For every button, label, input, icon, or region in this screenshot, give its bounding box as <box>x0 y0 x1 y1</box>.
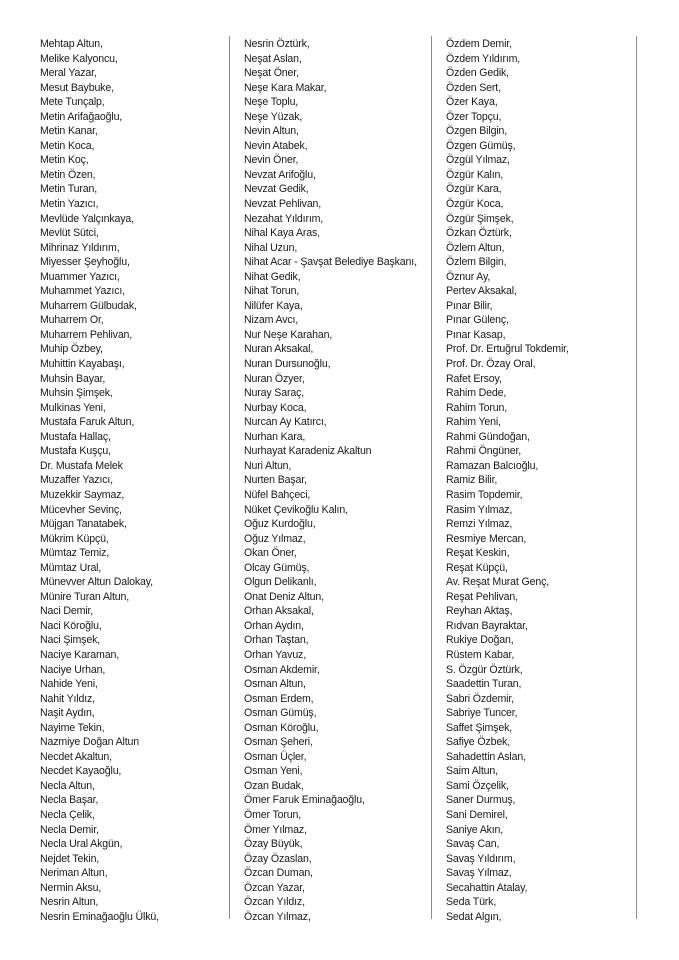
name-list-item: Metin Arifağaoğlu, <box>40 110 123 123</box>
name-list-item: Muharrem Gülbudak, <box>40 299 137 312</box>
name-list-item: Saner Durmuş, <box>446 794 516 807</box>
name-list-item: Reşat Pehlivan, <box>446 590 518 603</box>
name-list-item: Ömer Yılmaz, <box>244 823 307 836</box>
name-list-item: Rıdvan Bayraktar, <box>446 619 528 632</box>
name-list-item: Rasim Yılmaz, <box>446 503 513 516</box>
name-list-item: Mücevher Sevinç, <box>40 503 122 516</box>
name-list-item: Metin Kanar, <box>40 125 98 138</box>
name-list-item: Mete Tunçalp, <box>40 96 105 109</box>
name-list-item: Muhittin Kayabaşı, <box>40 358 125 371</box>
name-list-item: Ömer Faruk Eminağaoğlu, <box>244 794 365 807</box>
name-list-item: Nizam Avcı, <box>244 314 299 327</box>
name-list-item: Neşe Yüzak, <box>244 110 303 123</box>
name-list-item: Safiye Özbek, <box>446 736 510 749</box>
name-list-item: Rahim Dede, <box>446 387 507 400</box>
name-list-item: Mihrinaz Yıldırım, <box>40 241 120 254</box>
name-list-item: Olcay Gümüş, <box>244 561 310 574</box>
name-list-item: Özdem Yıldırım, <box>446 52 521 65</box>
name-list-item: Nurcan Ay Katırcı, <box>244 416 327 429</box>
name-list-item: Prof. Dr. Ertuğrul Tokdemir, <box>446 343 569 356</box>
name-list-item: Naci Şimşek, <box>40 634 101 647</box>
name-list-item: Özdem Demir, <box>446 38 512 50</box>
name-list-item: Özlem Bilgin, <box>446 256 507 269</box>
name-list-item: Özgür Koca, <box>446 198 504 211</box>
name-list-item: Mevlüt Sütci, <box>40 227 99 240</box>
name-list-item: Özay Büyük, <box>244 838 303 851</box>
name-list-item: Özgen Gümüş, <box>446 139 516 152</box>
name-list-item: Saadettin Turan, <box>446 678 522 691</box>
name-list-item: Mesut Baybuke, <box>40 81 114 94</box>
name-list-item: Dr. Mustafa Melek <box>40 459 123 472</box>
name-list-item: Metin Özen, <box>40 168 96 181</box>
name-list-item: Neşe Toplu, <box>244 96 299 109</box>
name-list-item: Ömer Torun, <box>244 808 302 821</box>
name-list-item: Osman Şeheri, <box>244 736 313 749</box>
name-list-item: Rahmi Öngüner, <box>446 445 522 458</box>
name-list-item: Özgür Kalın, <box>446 168 504 181</box>
name-list-item: Nevin Altun, <box>244 125 299 138</box>
name-list-item: Özcan Duman, <box>244 867 313 880</box>
name-list-item: Nihat Torun, <box>244 285 300 298</box>
name-list-item: Naşit Aydın, <box>40 707 95 720</box>
name-list-item: Melike Kalyoncu, <box>40 52 118 65</box>
name-list-item: Osman Yeni, <box>244 765 303 778</box>
column-divider <box>431 36 432 919</box>
name-list-item: Naciye Urhan, <box>40 663 106 676</box>
name-list-item: Nurbay Koca, <box>244 401 307 414</box>
name-list-item: Osman Üçler, <box>244 750 307 763</box>
name-list-item: Özay Özaslan, <box>244 852 312 865</box>
name-list-item: Remzi Yılmaz, <box>446 518 513 531</box>
name-list-item: Metin Koç, <box>40 154 89 167</box>
name-list-item: Sedat Algın, <box>446 910 502 923</box>
name-list-item: Muzaffer Yazıcı, <box>40 474 113 487</box>
name-list-item: Sami Özçelik, <box>446 779 509 792</box>
name-list-item: Necdet Kayaoğlu, <box>40 765 122 778</box>
name-list-item: Neşat Öner, <box>244 67 299 80</box>
name-list-item: Özden Sert, <box>446 81 501 94</box>
name-list-item: Saffet Şimşek, <box>446 721 513 734</box>
name-list-item: Metin Turan, <box>40 183 98 196</box>
name-list-item: Seda Türk, <box>446 896 497 909</box>
name-list-item: Nuray Saraç, <box>244 387 305 400</box>
name-list-item: Mustafa Hallaç, <box>40 430 111 443</box>
name-list-item: Ramazan Balcıoğlu, <box>446 459 539 472</box>
name-list-item: Rasim Topdemir, <box>446 488 523 501</box>
name-list-item: Miyesser Şeyhoğlu, <box>40 256 130 269</box>
name-list-item: Osman Erdem, <box>244 692 314 705</box>
name-list-item: Nüket Çevikoğlu Kalın, <box>244 503 348 516</box>
name-list-item: Oğuz Yılmaz, <box>244 532 306 545</box>
name-list-item: Rahim Yeni, <box>446 416 501 429</box>
name-list-item: Nur Neşe Karahan, <box>244 328 333 341</box>
name-list-item: Özgen Bilgin, <box>446 125 508 138</box>
name-list-item: Necla Altun, <box>40 779 95 792</box>
name-list-item: Osman Gümüş, <box>244 707 317 720</box>
name-list-item: Rahim Torun, <box>446 401 508 414</box>
name-list-item: Metin Koca, <box>40 139 95 152</box>
name-list-item: Nihat Gedik, <box>244 270 301 283</box>
name-list-item: Nejdet Tekin, <box>40 852 100 865</box>
name-list-item: Muharrem Pehlivan, <box>40 328 133 341</box>
name-list-item: Nurhayat Karadeniz Akaltun <box>244 445 372 458</box>
name-list-item: Neşat Aslan, <box>244 52 302 65</box>
name-list-item: Av. Reşat Murat Genç, <box>446 576 550 589</box>
name-list-item: Özden Gedik, <box>446 67 509 80</box>
name-list-item: Pınar Kasap, <box>446 328 506 341</box>
name-list-item: Özcan Yazar, <box>244 881 305 894</box>
name-list-item: Metin Yazıcı, <box>40 198 99 211</box>
name-list-item: Naciye Karaman, <box>40 648 120 661</box>
name-list-item: Pınar Gülenç, <box>446 314 509 327</box>
name-list-item: Nihal Kaya Aras, <box>244 227 320 240</box>
name-list-item: Reyhan Aktaş, <box>446 605 513 618</box>
name-list-item: Sahadettin Aslan, <box>446 750 526 763</box>
name-list-item: Okan Öner, <box>244 547 297 560</box>
name-list-item: Sabri Özdemir, <box>446 692 514 705</box>
name-list-item: Münire Turan Altun, <box>40 590 130 603</box>
name-list-item: Ozan Budak, <box>244 779 304 792</box>
name-list-item: Mevlüde Yalçınkaya, <box>40 212 134 225</box>
name-list-item: Orhan Taştan, <box>244 634 309 647</box>
name-list-item: Müjgan Tanatabek, <box>40 518 127 531</box>
name-list-item: Öznur Ay, <box>446 270 491 283</box>
name-list-item: Ramiz Bilir, <box>446 474 498 487</box>
name-list-item: Olgun Delikanlı, <box>244 576 317 589</box>
name-list-item: Özgür Şimşek, <box>446 212 514 225</box>
name-list-item: Nurten Başar, <box>244 474 307 487</box>
name-list-item: Nurhan Kara, <box>244 430 306 443</box>
name-list-item: Nuran Aksakal, <box>244 343 314 356</box>
name-list-item: Özcan Yıldız, <box>244 896 305 909</box>
name-list-item: Nesrin Altun, <box>40 896 99 909</box>
name-list-item: Rüstem Kabar, <box>446 648 515 661</box>
name-list-item: Necla Ural Akgün, <box>40 838 123 851</box>
name-list-item: Muhip Özbey, <box>40 343 103 356</box>
name-list-item: Nuran Dursunoğlu, <box>244 358 331 371</box>
name-list-item: Rafet Ersoy, <box>446 372 502 385</box>
name-list-item: Nevin Öner, <box>244 154 299 167</box>
name-list-item: Nazmiye Doğan Altun <box>40 736 140 749</box>
name-list-item: Muhsin Şimşek, <box>40 387 113 400</box>
name-list-item: Mustafa Faruk Altun, <box>40 416 135 429</box>
name-list-item: Nahit Yıldız, <box>40 692 95 705</box>
name-list-item: Osman Altun, <box>244 678 306 691</box>
name-list-item: Orhan Yavuz, <box>244 648 306 661</box>
name-list-item: Muhammet Yazıcı, <box>40 285 125 298</box>
name-list-item: Muharrem Or, <box>40 314 104 327</box>
name-list-item: Osman Akdemir, <box>244 663 320 676</box>
name-list-item: Saim Altun, <box>446 765 498 778</box>
name-list-item: Sabriye Tuncer, <box>446 707 518 720</box>
name-list-item: Necdet Akaltun, <box>40 750 112 763</box>
name-list-item: Özkan Öztürk, <box>446 227 512 240</box>
name-column-2 <box>244 37 429 924</box>
name-list-item: Neşe Kara Makar, <box>244 81 327 94</box>
name-list-item: Resmiye Mercan, <box>446 532 527 545</box>
name-list-item: Mulkinas Yeni, <box>40 401 106 414</box>
name-list-item: Nesrin Öztürk, <box>244 38 310 50</box>
name-list-item: Orhan Aydın, <box>244 619 304 632</box>
name-list-item: Orhan Aksakal, <box>244 605 314 618</box>
name-list-item: Nevin Atabek, <box>244 139 308 152</box>
name-list-item: Reşat Keskin, <box>446 547 510 560</box>
name-list-item: Osman Köroğlu, <box>244 721 319 734</box>
name-list-item: Savaş Can, <box>446 838 500 851</box>
name-list-item: Nüfel Bahçeci, <box>244 488 311 501</box>
name-list-item: Secahattin Atalay, <box>446 881 528 894</box>
name-list-item: Nayime Tekin, <box>40 721 105 734</box>
name-list-item: Necla Başar, <box>40 794 99 807</box>
name-list-item: Nilüfer Kaya, <box>244 299 303 312</box>
name-column-1 <box>40 37 220 924</box>
name-list-item: Naci Köroğlu, <box>40 619 102 632</box>
name-list-item: Nesrin Eminağaoğlu Ülkü, <box>40 910 159 923</box>
name-list-item: Özgür Kara, <box>446 183 502 196</box>
name-list-item: Neriman Altun, <box>40 867 108 880</box>
name-list-item: S. Özgür Öztürk, <box>446 663 523 676</box>
name-list-item: Saniye Akın, <box>446 823 504 836</box>
name-list-item: Nevzat Pehlivan, <box>244 198 322 211</box>
name-list-item: Münevver Altun Dalokay, <box>40 576 153 589</box>
name-list-item: Özlem Altun, <box>446 241 505 254</box>
name-list-item: Mümtaz Ural, <box>40 561 102 574</box>
name-list-item: Özer Kaya, <box>446 96 498 109</box>
name-list-item: Nezahat Yıldırım, <box>244 212 324 225</box>
column-divider <box>636 36 637 919</box>
name-list-item: Reşat Küpçü, <box>446 561 508 574</box>
name-list-item: Muzekkir Saymaz, <box>40 488 125 501</box>
name-list-item: Nihal Uzun, <box>244 241 298 254</box>
name-list-item: Rukiye Doğan, <box>446 634 514 647</box>
name-list-item: Necla Demir, <box>40 823 99 836</box>
name-list-item: Mümtaz Temiz, <box>40 547 110 560</box>
name-list-item: Oğuz Kurdoğlu, <box>244 518 316 531</box>
name-list-item: Rahmi Gündoğan, <box>446 430 530 443</box>
column-divider <box>229 36 230 919</box>
name-list-item: Prof. Dr. Özay Oral, <box>446 358 536 371</box>
name-list-item: Özgül Yılmaz, <box>446 154 510 167</box>
name-list-item: Nevzat Arifoğlu, <box>244 168 316 181</box>
name-list-item: Nuri Altun, <box>244 459 292 472</box>
name-list-item: Necla Çelik, <box>40 808 95 821</box>
name-list-item: Savaş Yıldırım, <box>446 852 516 865</box>
name-list-item: Özer Topçu, <box>446 110 502 123</box>
name-list-item: Nahide Yeni, <box>40 678 98 691</box>
name-list-item: Mehtap Altun, <box>40 38 103 50</box>
name-list-item: Muammer Yazıcı, <box>40 270 120 283</box>
name-list-item: Nihat Acar - Şavşat Belediye Başkanı, <box>244 256 417 269</box>
name-list-item: Naci Demir, <box>40 605 94 618</box>
name-list-item: Sani Demirel, <box>446 808 508 821</box>
name-column-3 <box>446 37 636 924</box>
name-list-item: Nuran Özyer, <box>244 372 305 385</box>
name-list-item: Savaş Yılmaz, <box>446 867 512 880</box>
name-list-item: Özcan Yılmaz, <box>244 910 311 923</box>
name-list-item: Nermin Aksu, <box>40 881 102 894</box>
name-list-item: Mükrim Küpçü, <box>40 532 109 545</box>
name-list-item: Meral Yazar, <box>40 67 97 80</box>
name-list-item: Nevzat Gedik, <box>244 183 309 196</box>
name-list-item: Muhsin Bayar, <box>40 372 106 385</box>
name-list-item: Mustafa Kuşçu, <box>40 445 111 458</box>
name-list-item: Onat Deniz Altun, <box>244 590 324 603</box>
name-list-item: Pertev Aksakal, <box>446 285 517 298</box>
name-list-item: Pınar Bilir, <box>446 299 493 312</box>
